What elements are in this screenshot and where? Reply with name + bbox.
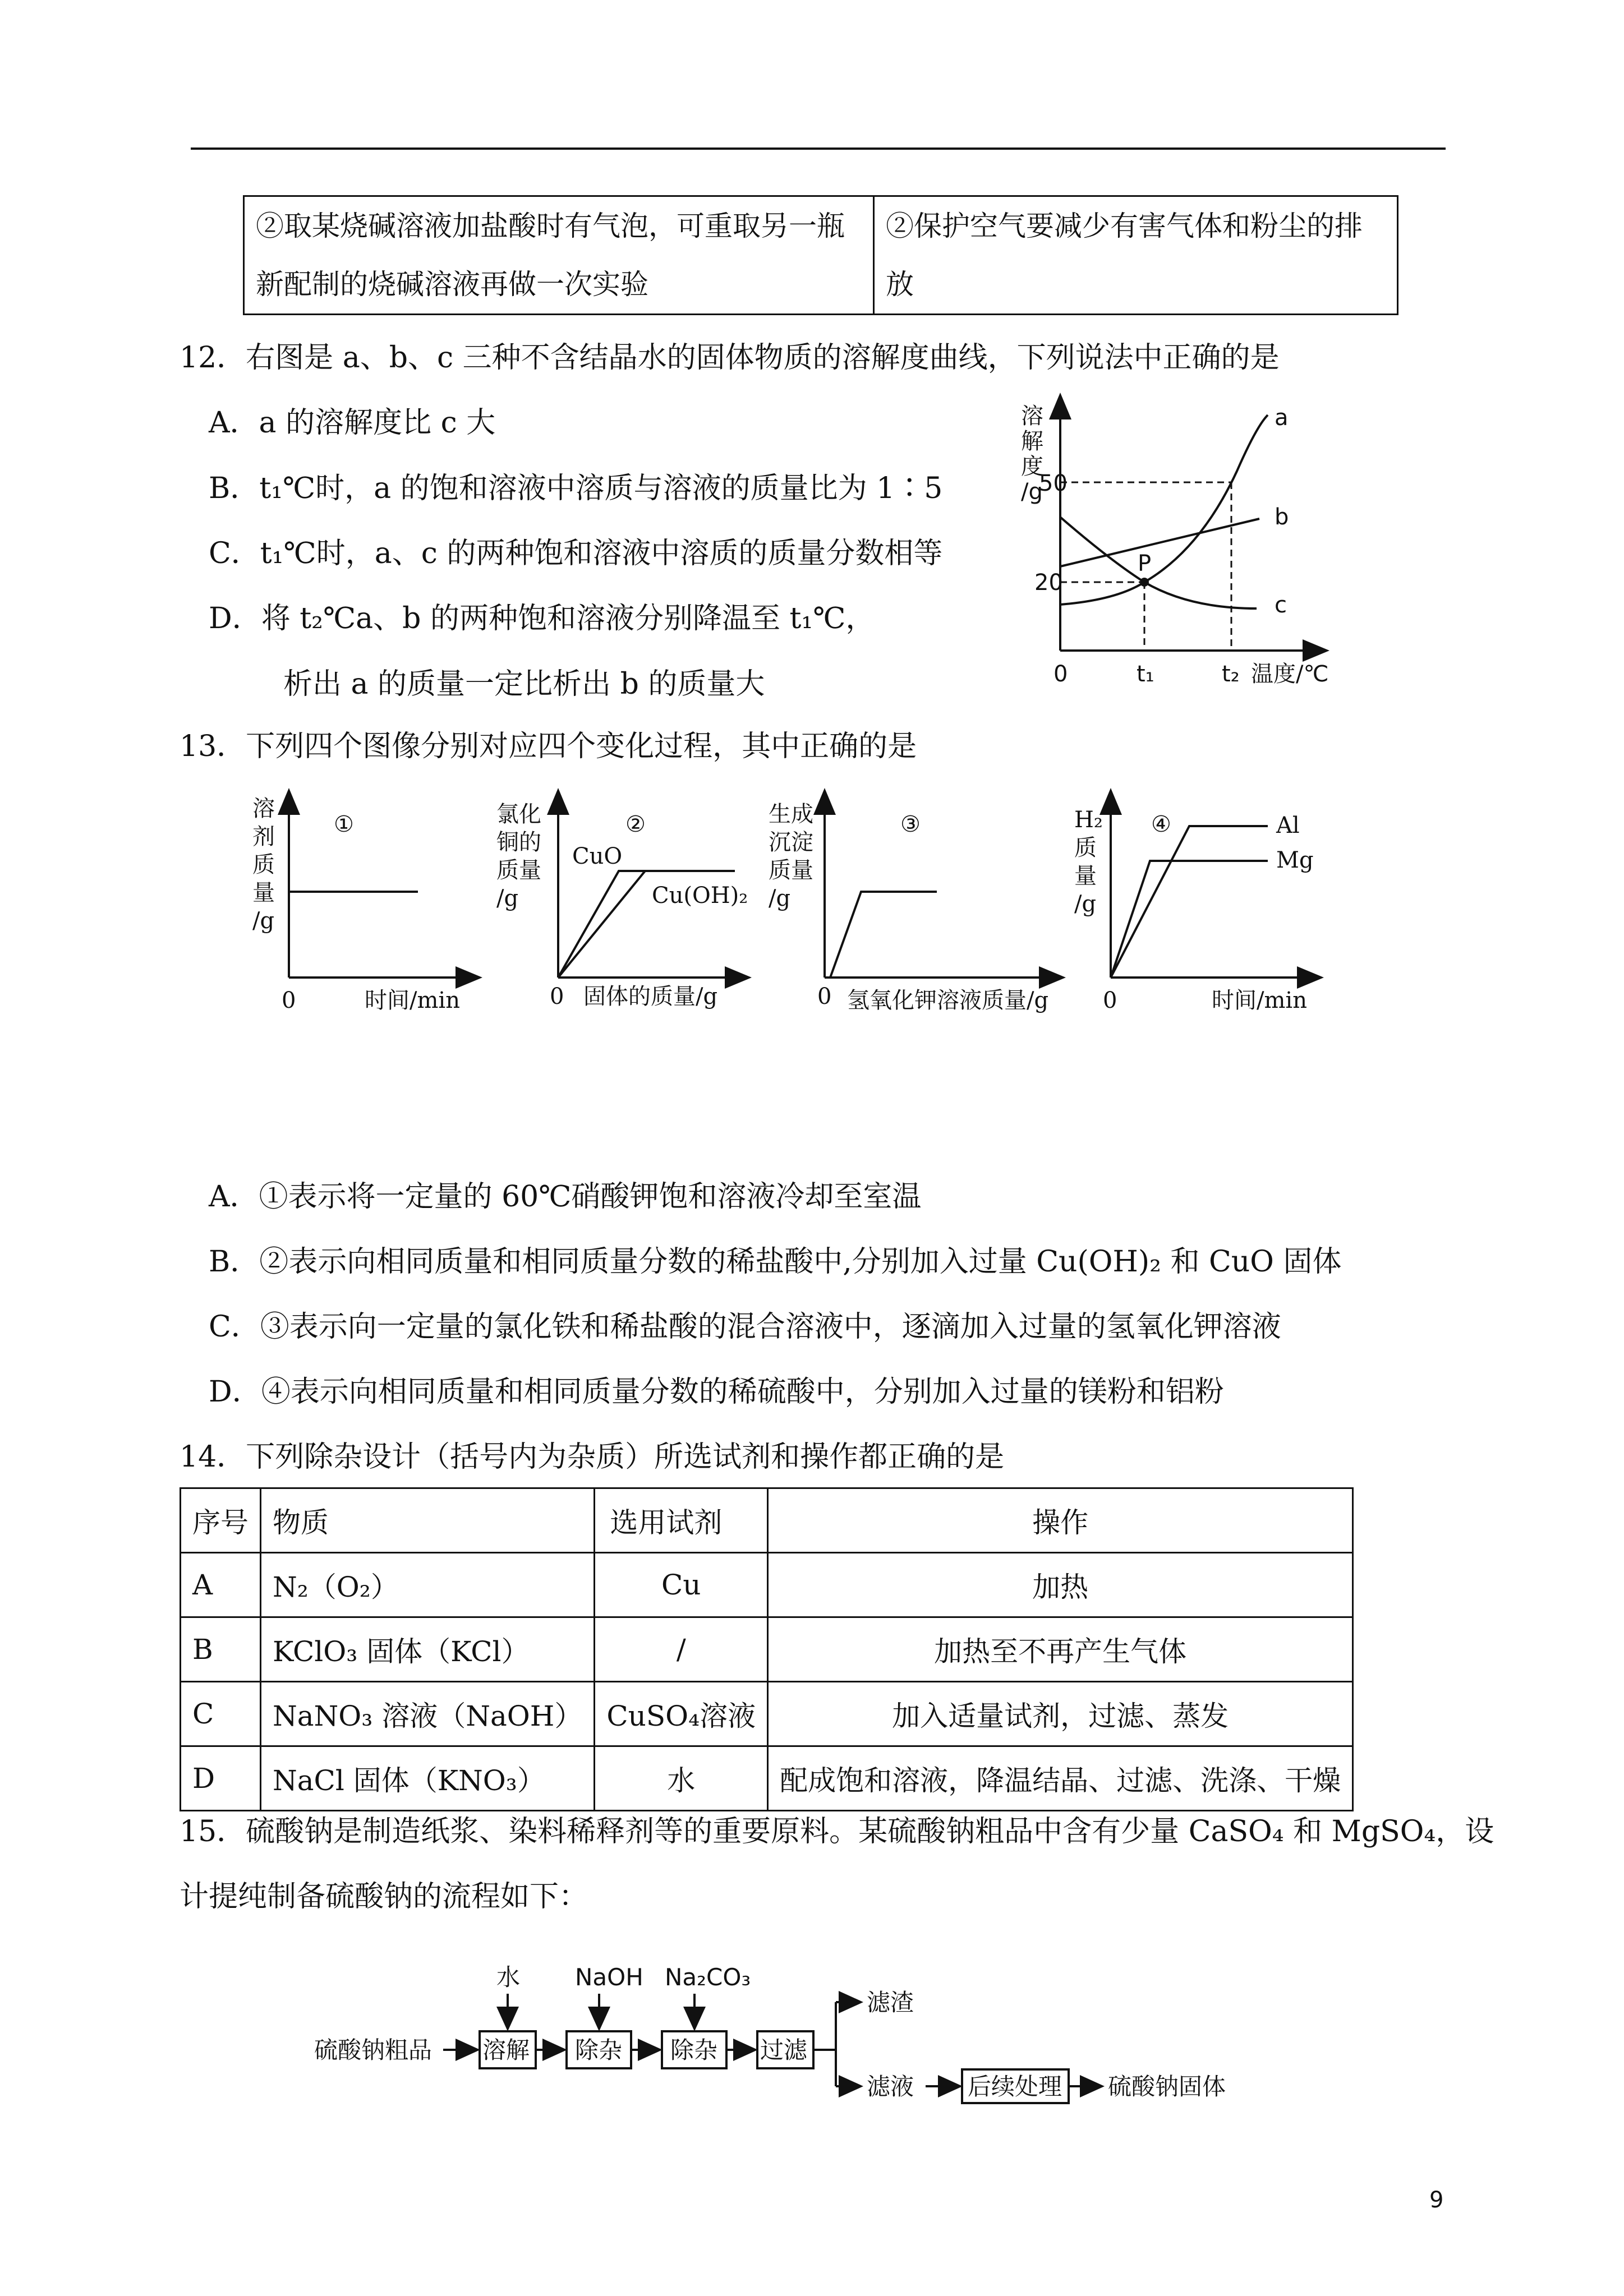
graph-2-ylabel-3: 质量 (496, 857, 541, 883)
header-index: 序号 (181, 1488, 261, 1553)
graph-1-origin: 0 (282, 988, 296, 1013)
table-row (181, 1617, 1353, 1682)
graph-3-origin: 0 (817, 984, 832, 1009)
q13-graphs (236, 788, 1358, 1023)
flow-input-water: 水 (496, 1963, 521, 1991)
graph-2-ylabel-1: 氯化 (496, 801, 541, 827)
row-d-reagent: 水 (595, 1746, 768, 1811)
tick-t2: t₂ (1222, 661, 1240, 687)
graph-4-al-label: Al (1276, 813, 1300, 838)
graph-4-mg-label: Mg (1276, 847, 1314, 873)
tick-20: 20 (1034, 570, 1063, 596)
label-a: a (1275, 405, 1289, 431)
top-table-right: ②保护空气要减少有害气体和粉尘的排放 (874, 196, 1398, 315)
graph-4-ylabel-1: H₂ (1074, 807, 1103, 833)
solubility-chart (987, 393, 1335, 707)
graph-2-number: ② (625, 812, 646, 837)
row-a-substance: N₂（O₂） (261, 1553, 595, 1617)
graph-1-ylabel-1: 溶 (252, 796, 275, 822)
flow-step-remove-2: 除杂 (670, 2036, 718, 2064)
graph-3-ylabel-2: 沉淀 (769, 829, 813, 855)
row-a-operation: 加热 (768, 1553, 1353, 1617)
chart-ylabel-2: 解 (1021, 428, 1043, 454)
point-p (1140, 578, 1149, 587)
q13-stem: 13．下列四个图像分别对应四个变化过程，其中正确的是 (180, 730, 917, 763)
flow-residue: 滤渣 (867, 1989, 914, 2016)
row-b-index: B (181, 1617, 261, 1682)
row-c-index: C (181, 1682, 261, 1746)
row-b-reagent: / (595, 1617, 768, 1682)
header-reagent: 选用试剂 (595, 1488, 768, 1553)
flow-step-filter: 过滤 (760, 2036, 808, 2064)
graph-2-cuoh2-label: Cu(OH)₂ (652, 883, 748, 909)
q13-option-b: B．②表示向相同质量和相同质量分数的稀盐酸中,分别加入过量 Cu(OH)₂ 和 CuO 固体 (209, 1245, 1342, 1279)
graph-4-origin: 0 (1103, 988, 1117, 1013)
flow-post: 后续处理 (968, 2073, 1062, 2100)
graph-4-xlabel: 时间/min (1212, 988, 1307, 1013)
label-p: P (1138, 551, 1152, 577)
q13-option-c: C．③表示向一定量的氯化铁和稀盐酸的混合溶液中，逐滴加入过量的氢氧化钾溶液 (209, 1310, 1281, 1344)
page-number: 9 (1429, 2187, 1444, 2213)
graph-2-origin: 0 (550, 984, 564, 1009)
table-row (181, 1746, 1353, 1811)
graph-3-ylabel-4: /g (769, 886, 791, 911)
q12-option-a: A．a 的溶解度比 c 大 (209, 406, 496, 440)
graph-1-xlabel: 时间/min (365, 988, 460, 1013)
graph-3 (825, 799, 1055, 978)
graph-1-ylabel-3: 质 (252, 852, 275, 878)
q13-option-a: A．①表示将一定量的 60℃硝酸钾饱和溶液冷却至室温 (209, 1180, 922, 1214)
top-table (243, 195, 1398, 315)
q12-stem: 12．右图是 a、b、c 三种不含结晶水的固体物质的溶解度曲线，下列说法中正确的是 (180, 341, 1280, 375)
row-d-substance: NaCl 固体（KNO₃） (261, 1746, 595, 1811)
chart-ylabel-3: 度 (1021, 454, 1043, 480)
chart-ylabel-4: /g (1021, 479, 1043, 505)
graph-4-ylabel-3: 量 (1074, 863, 1097, 889)
chart-xlabel: 温度/℃ (1251, 661, 1329, 687)
graph-2-xlabel: 固体的质量/g (583, 984, 718, 1009)
flow-input-naoh: NaOH (575, 1963, 643, 1991)
flow-input-na2co3: Na₂CO₃ (665, 1963, 751, 1991)
chart-origin: 0 (1053, 661, 1068, 687)
q15-stem-line1: 15．硫酸钠是制造纸浆、染料稀释剂等的重要原料。某硫酸钠粗品中含有少量 CaSO₄ 和 MgSO₄，设 (180, 1815, 1494, 1848)
q14-table (180, 1487, 1354, 1811)
table-row (181, 1682, 1353, 1746)
flow-start: 硫酸钠粗品 (314, 2036, 433, 2064)
q14-stem: 14．下列除杂设计（括号内为杂质）所选试剂和操作都正确的是 (180, 1440, 1005, 1474)
q13-option-d: D．④表示向相同质量和相同质量分数的稀硫酸中，分别加入过量的镁粉和铝粉 (209, 1375, 1224, 1409)
graph-3-ylabel-3: 质量 (769, 857, 813, 883)
graph-4-ylabel-2: 质 (1074, 835, 1097, 861)
graph-2-cuo-label: CuO (572, 843, 623, 869)
tick-50: 50 (1039, 471, 1068, 496)
label-b: b (1275, 504, 1289, 530)
row-d-index: D (181, 1746, 261, 1811)
table-row (181, 1553, 1353, 1617)
q12-option-d-cont: 析出 a 的质量一定比析出 b 的质量大 (283, 667, 765, 701)
header-rule (191, 147, 1446, 150)
graph-2-ylabel-2: 铜的 (496, 829, 541, 855)
graph-4-mg-line (1111, 861, 1268, 978)
graph-1-ylabel-5: /g (252, 908, 275, 934)
q12-option-d: D．将 t₂℃a、b 的两种饱和溶液分别降温至 t₁℃， (209, 602, 875, 635)
graph-1 (289, 799, 471, 978)
graph-4-al-line (1111, 826, 1268, 978)
q15-stem-line2: 计提纯制备硫酸钠的流程如下： (180, 1880, 588, 1914)
curve-c (1060, 517, 1257, 608)
graph-1-number: ① (334, 812, 354, 837)
graph-3-xlabel: 氢氧化钾溶液质量/g (847, 988, 1049, 1013)
curve-a (1060, 415, 1268, 605)
flow-filtrate: 滤液 (867, 2073, 914, 2100)
q12-option-b: B．t₁℃时，a 的饱和溶液中溶质与溶液的质量比为 1∶5 (209, 472, 943, 505)
graph-3-ylabel-1: 生成 (769, 801, 813, 827)
row-b-operation: 加热至不再产生气体 (768, 1617, 1353, 1682)
row-a-index: A (181, 1553, 261, 1617)
row-c-reagent: CuSO₄溶液 (595, 1682, 768, 1746)
row-c-substance: NaNO₃ 溶液（NaOH） (261, 1682, 595, 1746)
graph-4-number: ④ (1151, 812, 1171, 837)
flow-product: 硫酸钠固体 (1108, 2073, 1226, 2100)
graph-4-ylabel-4: /g (1074, 891, 1097, 917)
header-substance: 物质 (261, 1488, 595, 1553)
label-c: c (1275, 592, 1287, 618)
row-c-operation: 加入适量试剂，过滤、蒸发 (768, 1682, 1353, 1746)
tick-t1: t₁ (1137, 661, 1154, 687)
graph-3-line (830, 892, 937, 978)
flow-step-remove-1: 除杂 (575, 2036, 623, 2064)
graph-2-ylabel-4: /g (496, 886, 519, 911)
row-d-operation: 配成饱和溶液，降温结晶、过滤、洗涤、干燥 (768, 1746, 1353, 1811)
flow-chart (314, 1963, 1380, 2109)
graph-1-ylabel-4: 量 (252, 880, 275, 906)
graph-1-ylabel-2: 剂 (252, 824, 275, 850)
top-table-left: ②取某烧碱溶液加盐酸时有气泡，可重取另一瓶新配制的烧碱溶液再做一次实验 (244, 196, 874, 315)
chart-ylabel-1: 溶 (1021, 403, 1043, 429)
flow-step-dissolve: 溶解 (482, 2036, 530, 2064)
row-b-substance: KClO₃ 固体（KCl） (261, 1617, 595, 1682)
table-header-row (181, 1488, 1353, 1553)
graph-3-number: ③ (900, 812, 921, 837)
header-operation: 操作 (768, 1488, 1353, 1553)
q12-option-c: C．t₁℃时，a、c 的两种饱和溶液中溶质的质量分数相等 (209, 537, 943, 570)
row-a-reagent: Cu (595, 1553, 768, 1617)
